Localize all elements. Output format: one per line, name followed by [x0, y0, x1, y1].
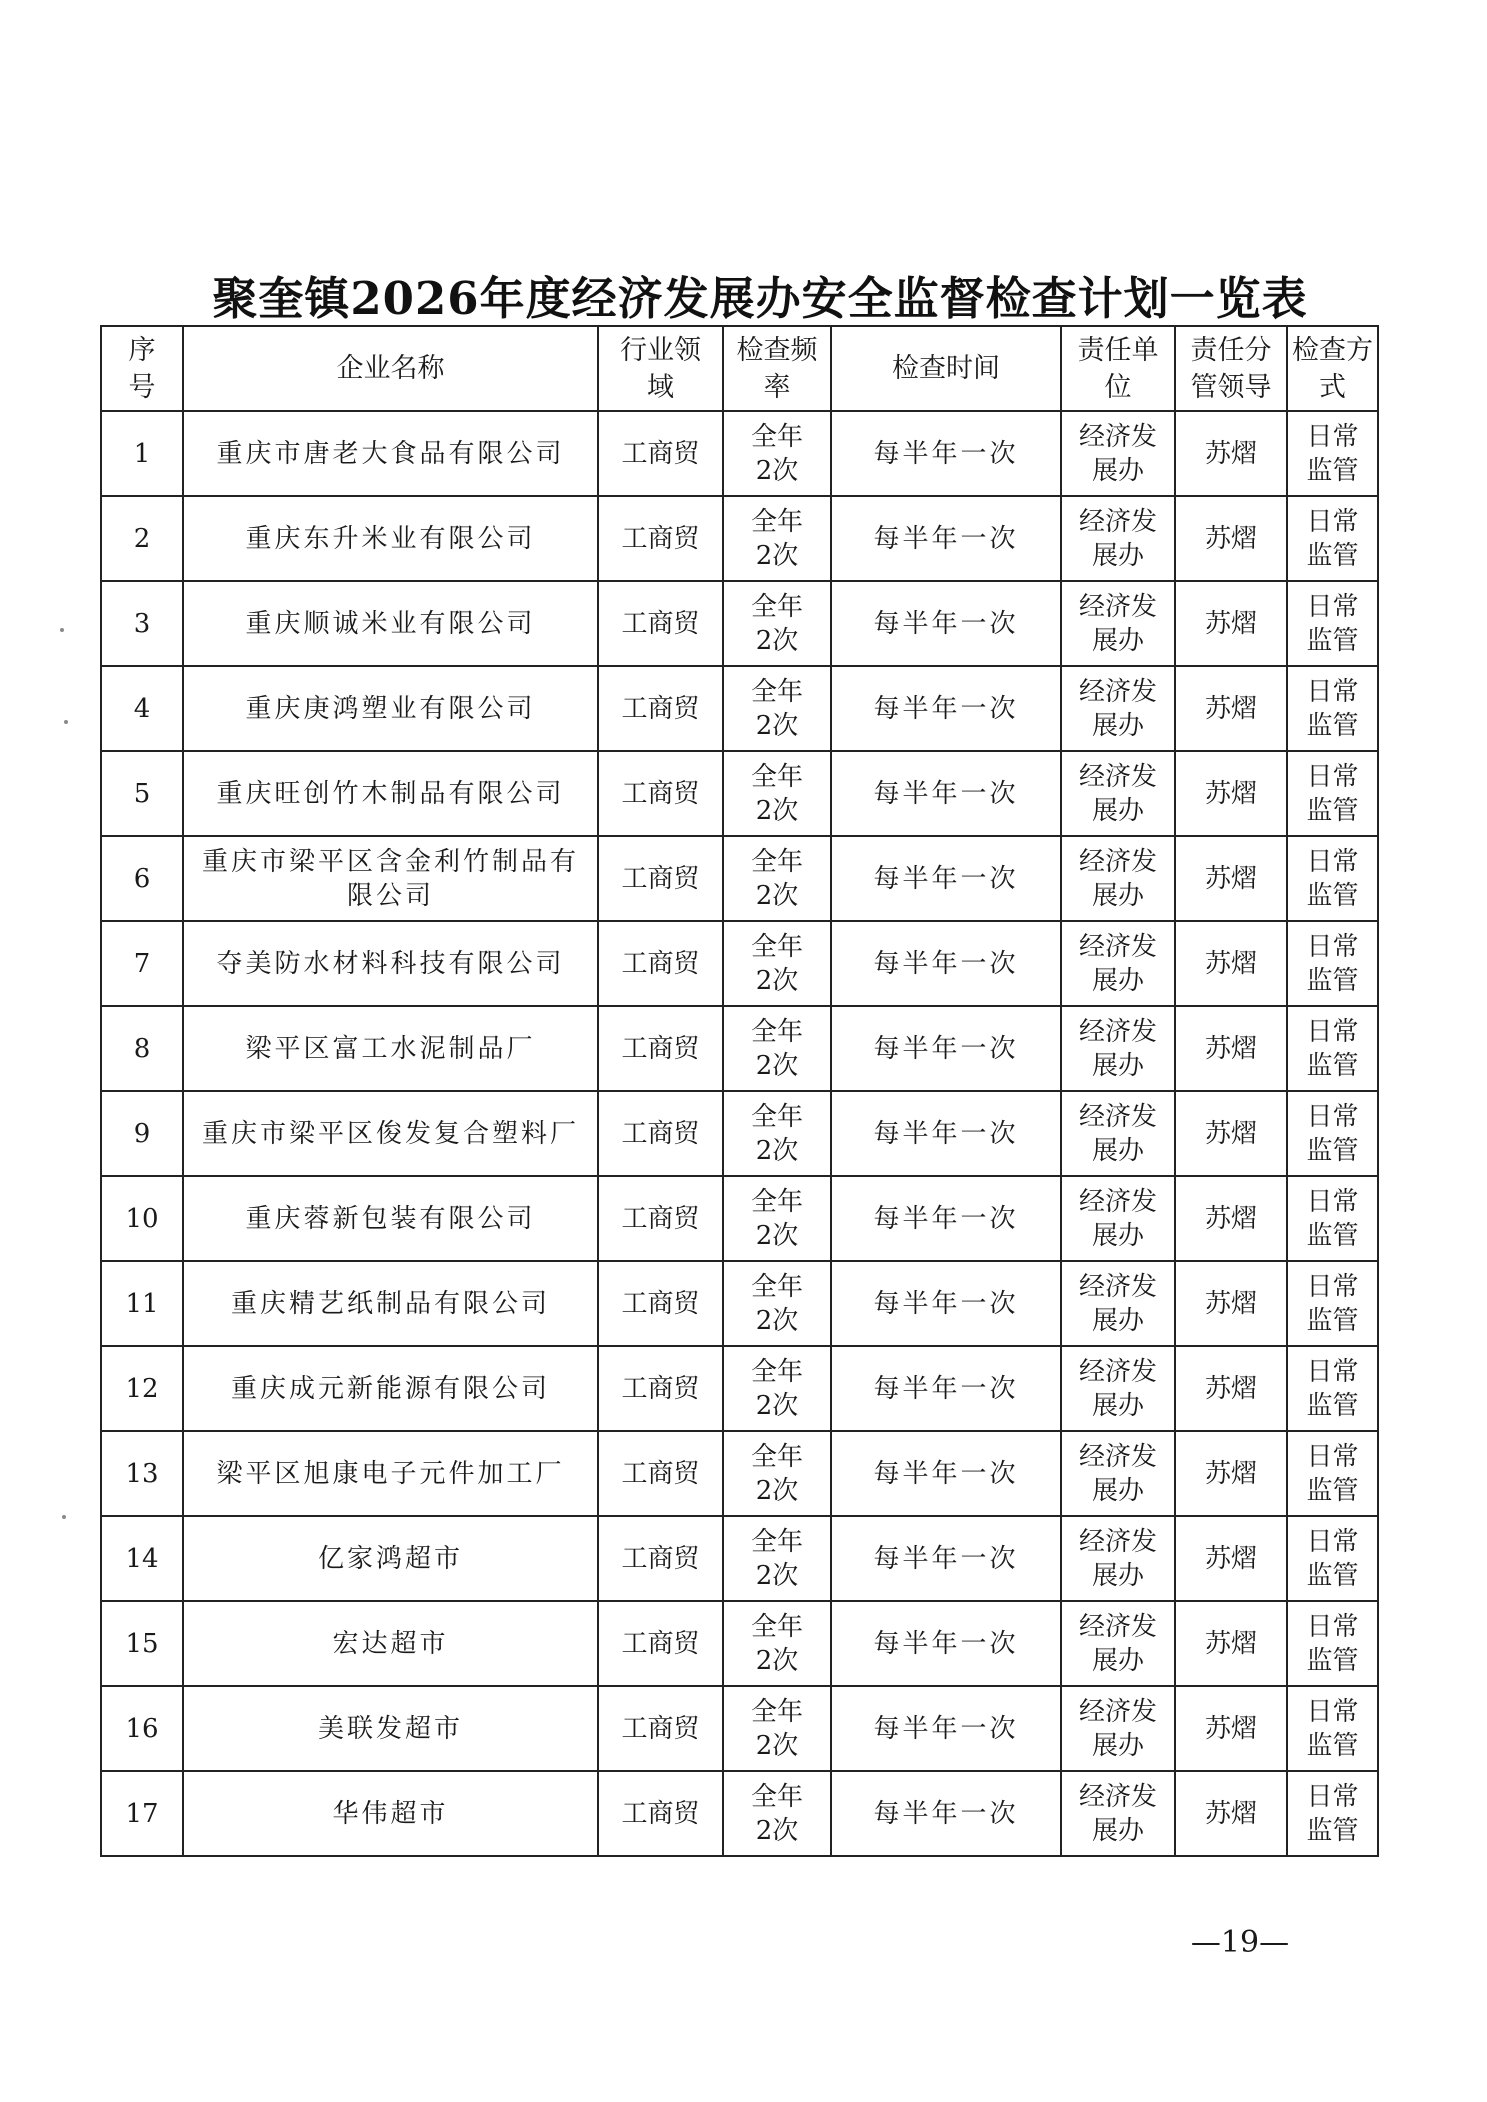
- industry: 工商贸: [598, 1006, 723, 1091]
- responsible-unit: 经济发展办: [1061, 411, 1175, 496]
- responsible-unit: 经济发展办: [1061, 921, 1175, 1006]
- frequency: 全年2次: [723, 1686, 831, 1771]
- industry: 工商贸: [598, 836, 723, 921]
- inspection-method: 日常监管: [1287, 1771, 1378, 1856]
- inspection-time: 每半年一次: [831, 1601, 1061, 1686]
- industry: 工商贸: [598, 1516, 723, 1601]
- page-number: —19—: [1190, 1925, 1290, 1960]
- table-row: [101, 496, 1378, 581]
- responsible-leader: 苏熠: [1175, 1516, 1287, 1601]
- inspection-method: 日常监管: [1287, 921, 1378, 1006]
- inspection-method: 日常监管: [1287, 751, 1378, 836]
- industry: 工商贸: [598, 1091, 723, 1176]
- inspection-time: 每半年一次: [831, 1346, 1061, 1431]
- inspection-time: 每半年一次: [831, 751, 1061, 836]
- responsible-leader: 苏熠: [1175, 1431, 1287, 1516]
- scan-speck: [64, 720, 68, 724]
- responsible-leader: 苏熠: [1175, 1686, 1287, 1771]
- row-no: 5: [101, 751, 183, 836]
- inspection-method: 日常监管: [1287, 666, 1378, 751]
- company-name: 重庆顺诚米业有限公司: [183, 581, 598, 666]
- company-name: 华伟超市: [183, 1771, 598, 1856]
- industry: 工商贸: [598, 1686, 723, 1771]
- inspection-method: 日常监管: [1287, 411, 1378, 496]
- responsible-leader: 苏熠: [1175, 1261, 1287, 1346]
- inspection-time: 每半年一次: [831, 1771, 1061, 1856]
- responsible-unit: 经济发展办: [1061, 1686, 1175, 1771]
- frequency: 全年2次: [723, 1091, 831, 1176]
- inspection-method: 日常监管: [1287, 1176, 1378, 1261]
- responsible-unit: 经济发展办: [1061, 836, 1175, 921]
- row-no: 7: [101, 921, 183, 1006]
- table-row: [101, 1006, 1378, 1091]
- industry: 工商贸: [598, 1176, 723, 1261]
- inspection-time: 每半年一次: [831, 836, 1061, 921]
- responsible-unit: 经济发展办: [1061, 1091, 1175, 1176]
- company-name: 重庆市唐老大食品有限公司: [183, 411, 598, 496]
- row-no: 4: [101, 666, 183, 751]
- row-no: 2: [101, 496, 183, 581]
- inspection-method: 日常监管: [1287, 1686, 1378, 1771]
- table-row: [101, 921, 1378, 1006]
- inspection-time: 每半年一次: [831, 496, 1061, 581]
- responsible-leader: 苏熠: [1175, 1346, 1287, 1431]
- inspection-method: 日常监管: [1287, 1601, 1378, 1686]
- inspection-time: 每半年一次: [831, 1516, 1061, 1601]
- inspection-method: 日常监管: [1287, 836, 1378, 921]
- responsible-unit: 经济发展办: [1061, 1431, 1175, 1516]
- industry: 工商贸: [598, 1261, 723, 1346]
- responsible-leader: 苏熠: [1175, 666, 1287, 751]
- inspection-time: 每半年一次: [831, 1006, 1061, 1091]
- inspection-time: 每半年一次: [831, 921, 1061, 1006]
- row-no: 6: [101, 836, 183, 921]
- company-name: 重庆东升米业有限公司: [183, 496, 598, 581]
- responsible-unit: 经济发展办: [1061, 496, 1175, 581]
- frequency: 全年2次: [723, 1516, 831, 1601]
- row-no: 10: [101, 1176, 183, 1261]
- industry: 工商贸: [598, 1771, 723, 1856]
- industry: 工商贸: [598, 666, 723, 751]
- inspection-method: 日常监管: [1287, 1516, 1378, 1601]
- row-no: 12: [101, 1346, 183, 1431]
- row-no: 8: [101, 1006, 183, 1091]
- frequency: 全年2次: [723, 666, 831, 751]
- inspection-time: 每半年一次: [831, 1261, 1061, 1346]
- industry: 工商贸: [598, 921, 723, 1006]
- table-row: [101, 1091, 1378, 1176]
- responsible-leader: 苏熠: [1175, 751, 1287, 836]
- table-row: [101, 1771, 1378, 1856]
- responsible-leader: 苏熠: [1175, 1091, 1287, 1176]
- responsible-unit: 经济发展办: [1061, 1771, 1175, 1856]
- industry: 工商贸: [598, 1346, 723, 1431]
- responsible-leader: 苏熠: [1175, 581, 1287, 666]
- scan-speck: [60, 628, 64, 632]
- frequency: 全年2次: [723, 751, 831, 836]
- industry: 工商贸: [598, 496, 723, 581]
- company-name: 重庆市梁平区含金利竹制品有限公司: [183, 836, 598, 921]
- responsible-leader: 苏熠: [1175, 1771, 1287, 1856]
- inspection-method: 日常监管: [1287, 496, 1378, 581]
- company-name: 梁平区富工水泥制品厂: [183, 1006, 598, 1091]
- table-row: [101, 751, 1378, 836]
- header-frequency: 检查频率: [723, 326, 831, 411]
- frequency: 全年2次: [723, 921, 831, 1006]
- company-name: 宏达超市: [183, 1601, 598, 1686]
- header-unit: 责任单位: [1061, 326, 1175, 411]
- inspection-method: 日常监管: [1287, 581, 1378, 666]
- industry: 工商贸: [598, 751, 723, 836]
- frequency: 全年2次: [723, 1176, 831, 1261]
- table-row: [101, 1431, 1378, 1516]
- inspection-method: 日常监管: [1287, 1261, 1378, 1346]
- responsible-unit: 经济发展办: [1061, 1516, 1175, 1601]
- industry: 工商贸: [598, 581, 723, 666]
- company-name: 重庆旺创竹木制品有限公司: [183, 751, 598, 836]
- header-no: 序号: [101, 326, 183, 411]
- responsible-leader: 苏熠: [1175, 411, 1287, 496]
- header-time: 检查时间: [831, 326, 1061, 411]
- row-no: 17: [101, 1771, 183, 1856]
- frequency: 全年2次: [723, 1346, 831, 1431]
- frequency: 全年2次: [723, 1771, 831, 1856]
- responsible-unit: 经济发展办: [1061, 751, 1175, 836]
- responsible-unit: 经济发展办: [1061, 666, 1175, 751]
- frequency: 全年2次: [723, 496, 831, 581]
- table-row: [101, 1601, 1378, 1686]
- inspection-plan-table: [100, 325, 1379, 1857]
- page-title: 聚奎镇2026年度经济发展办安全监督检查计划一览表: [212, 272, 1308, 325]
- row-no: 1: [101, 411, 183, 496]
- responsible-unit: 经济发展办: [1061, 1601, 1175, 1686]
- industry: 工商贸: [598, 411, 723, 496]
- frequency: 全年2次: [723, 836, 831, 921]
- inspection-method: 日常监管: [1287, 1091, 1378, 1176]
- company-name: 重庆精艺纸制品有限公司: [183, 1261, 598, 1346]
- industry: 工商贸: [598, 1431, 723, 1516]
- inspection-time: 每半年一次: [831, 1686, 1061, 1771]
- table-row: [101, 1261, 1378, 1346]
- responsible-leader: 苏熠: [1175, 921, 1287, 1006]
- row-no: 11: [101, 1261, 183, 1346]
- table-header-row: [101, 326, 1378, 411]
- row-no: 14: [101, 1516, 183, 1601]
- frequency: 全年2次: [723, 1431, 831, 1516]
- responsible-leader: 苏熠: [1175, 1601, 1287, 1686]
- company-name: 梁平区旭康电子元件加工厂: [183, 1431, 598, 1516]
- inspection-method: 日常监管: [1287, 1431, 1378, 1516]
- frequency: 全年2次: [723, 581, 831, 666]
- header-method: 检查方式: [1287, 326, 1378, 411]
- table-row: [101, 1346, 1378, 1431]
- company-name: 亿家鸿超市: [183, 1516, 598, 1601]
- inspection-time: 每半年一次: [831, 411, 1061, 496]
- inspection-time: 每半年一次: [831, 1431, 1061, 1516]
- header-name: 企业名称: [183, 326, 598, 411]
- header-leader: 责任分管领导: [1175, 326, 1287, 411]
- frequency: 全年2次: [723, 1601, 831, 1686]
- responsible-leader: 苏熠: [1175, 836, 1287, 921]
- company-name: 夺美防水材料科技有限公司: [183, 921, 598, 1006]
- row-no: 9: [101, 1091, 183, 1176]
- responsible-leader: 苏熠: [1175, 1176, 1287, 1261]
- responsible-leader: 苏熠: [1175, 496, 1287, 581]
- inspection-method: 日常监管: [1287, 1006, 1378, 1091]
- frequency: 全年2次: [723, 411, 831, 496]
- inspection-time: 每半年一次: [831, 666, 1061, 751]
- table-row: [101, 836, 1378, 921]
- responsible-leader: 苏熠: [1175, 1006, 1287, 1091]
- frequency: 全年2次: [723, 1261, 831, 1346]
- table-row: [101, 666, 1378, 751]
- table-row: [101, 1686, 1378, 1771]
- company-name: 美联发超市: [183, 1686, 598, 1771]
- row-no: 13: [101, 1431, 183, 1516]
- responsible-unit: 经济发展办: [1061, 1176, 1175, 1261]
- table-row: [101, 581, 1378, 666]
- industry: 工商贸: [598, 1601, 723, 1686]
- inspection-time: 每半年一次: [831, 581, 1061, 666]
- row-no: 16: [101, 1686, 183, 1771]
- company-name: 重庆市梁平区俊发复合塑料厂: [183, 1091, 598, 1176]
- table-row: [101, 1176, 1378, 1261]
- company-name: 重庆庚鸿塑业有限公司: [183, 666, 598, 751]
- header-industry: 行业领域: [598, 326, 723, 411]
- responsible-unit: 经济发展办: [1061, 581, 1175, 666]
- responsible-unit: 经济发展办: [1061, 1346, 1175, 1431]
- responsible-unit: 经济发展办: [1061, 1261, 1175, 1346]
- row-no: 15: [101, 1601, 183, 1686]
- table-row: [101, 1516, 1378, 1601]
- frequency: 全年2次: [723, 1006, 831, 1091]
- company-name: 重庆成元新能源有限公司: [183, 1346, 598, 1431]
- inspection-time: 每半年一次: [831, 1176, 1061, 1261]
- inspection-method: 日常监管: [1287, 1346, 1378, 1431]
- responsible-unit: 经济发展办: [1061, 1006, 1175, 1091]
- row-no: 3: [101, 581, 183, 666]
- inspection-time: 每半年一次: [831, 1091, 1061, 1176]
- scan-speck: [62, 1515, 66, 1519]
- company-name: 重庆蓉新包装有限公司: [183, 1176, 598, 1261]
- table-row: [101, 411, 1378, 496]
